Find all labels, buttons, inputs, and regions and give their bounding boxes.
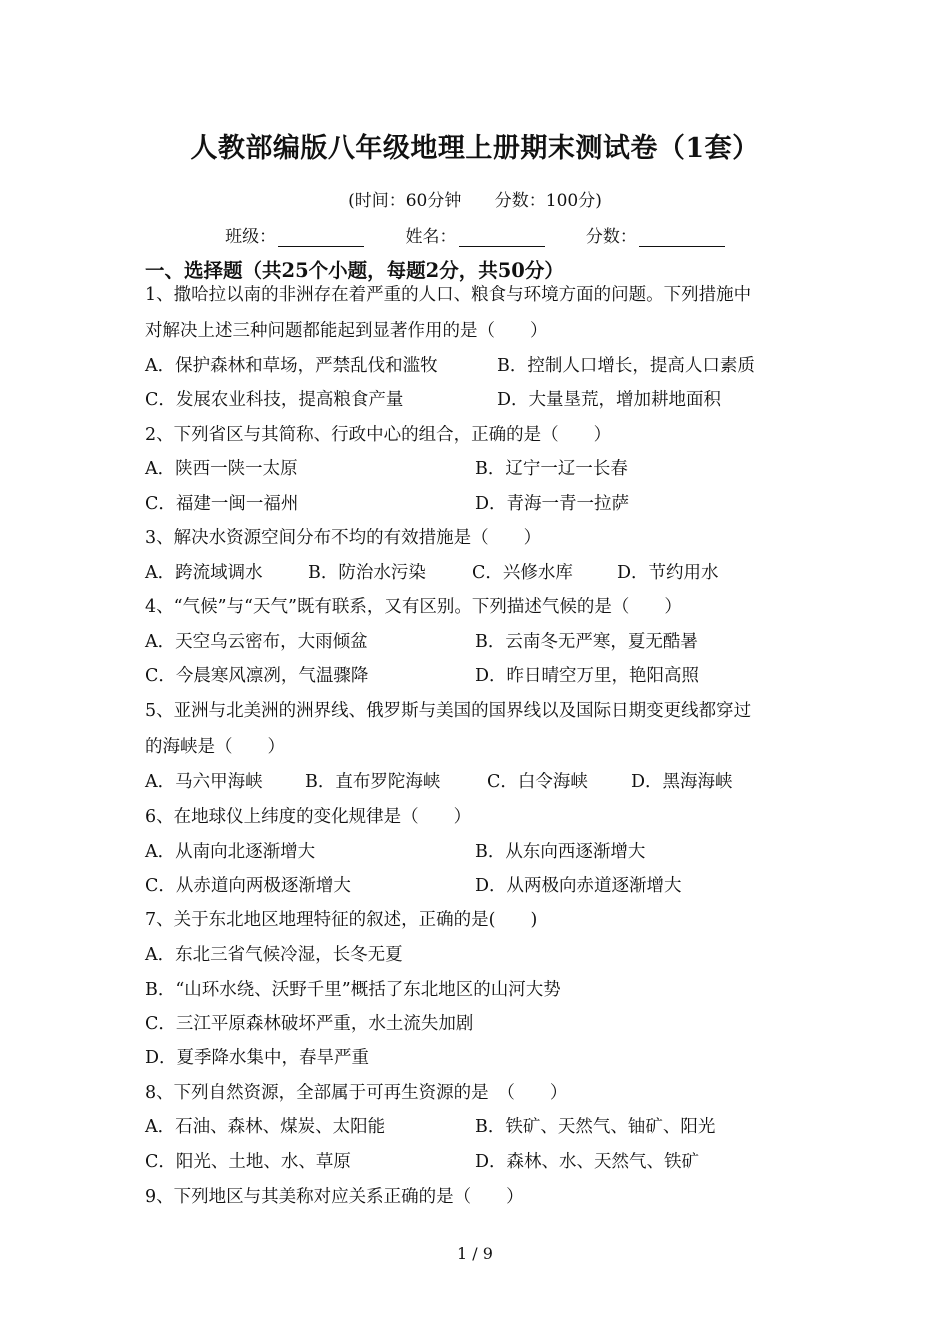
option: B．从东向西逐渐增大 bbox=[475, 842, 646, 862]
exam-time: (时间：60分钟 bbox=[348, 191, 462, 211]
question-stem: 7、关于东北地区地理特征的叙述，正确的是( ) bbox=[145, 910, 538, 930]
section-heading: 一、选择题（共25个小题，每题2分，共50分） bbox=[145, 259, 564, 282]
option: B．“山环水绕、沃野千里”概括了东北地区的山河大势 bbox=[145, 980, 561, 1000]
option: A．跨流域调水 bbox=[145, 563, 263, 583]
option: C．发展农业科技，提高粮食产量 bbox=[145, 390, 404, 410]
name-field bbox=[406, 222, 545, 247]
exam-info bbox=[0, 186, 950, 211]
question-stem: 2、下列省区与其简称、行政中心的组合，正确的是（ ） bbox=[145, 425, 612, 445]
question-stem: 8、下列自然资源，全部属于可再生资源的是 （ ） bbox=[145, 1083, 568, 1103]
question-stem: 4、“气候”与“天气”既有联系，又有区别。下列描述气候的是（ ） bbox=[145, 597, 682, 617]
option: B．控制人口增长，提高人口素质 bbox=[497, 356, 755, 376]
exam-total-score: 分数：100分) bbox=[494, 191, 602, 211]
option: B．云南冬无严寒，夏无酷暑 bbox=[475, 632, 698, 652]
option: C．今晨寒风凛冽，气温骤降 bbox=[145, 666, 369, 686]
option: C．从赤道向两极逐渐增大 bbox=[145, 876, 351, 896]
option: C．福建一闽一福州 bbox=[145, 494, 299, 514]
option: D．黑海海峡 bbox=[631, 772, 733, 792]
student-info-fields bbox=[0, 222, 950, 247]
question-stem: 1、撒哈拉以南的非洲存在着严重的人口、粮食与环境方面的问题。下列措施中 bbox=[145, 285, 752, 305]
page-title: 人教部编版八年级地理上册期末测试卷（1套） bbox=[190, 133, 760, 164]
option: D．节约用水 bbox=[617, 563, 719, 583]
option: A．保护森林和草场，严禁乱伐和滥牧 bbox=[145, 356, 438, 376]
option: C．兴修水库 bbox=[472, 563, 573, 583]
option: D．大量垦荒，增加耕地面积 bbox=[497, 390, 722, 410]
score-blank[interactable] bbox=[639, 228, 725, 247]
class-label: 班级： bbox=[225, 227, 277, 247]
question-stem: 的海峡是（ ） bbox=[145, 737, 285, 757]
option: A．马六甲海峡 bbox=[145, 772, 263, 792]
option: D．从两极向赤道逐渐增大 bbox=[475, 876, 682, 896]
option: D．青海一青一拉萨 bbox=[475, 494, 630, 514]
class-blank[interactable] bbox=[278, 228, 364, 247]
option: B．防治水污染 bbox=[308, 563, 426, 583]
name-label: 姓名： bbox=[405, 227, 457, 247]
option: C．三江平原森林破坏严重，水土流失加剧 bbox=[145, 1014, 474, 1034]
option: D．夏季降水集中，春旱严重 bbox=[145, 1048, 370, 1068]
question-stem: 5、亚洲与北美洲的洲界线、俄罗斯与美国的国界线以及国际日期变更线都穿过 bbox=[145, 701, 752, 721]
option: D．昨日晴空万里，艳阳高照 bbox=[475, 666, 700, 686]
option: D．森林、水、天然气、铁矿 bbox=[475, 1152, 700, 1172]
score-label: 分数： bbox=[585, 227, 637, 247]
option: A．石油、森林、煤炭、太阳能 bbox=[145, 1117, 386, 1137]
class-field bbox=[225, 222, 364, 247]
option: A．东北三省气候冷湿，长冬无夏 bbox=[145, 945, 403, 965]
option: B．铁矿、天然气、铀矿、阳光 bbox=[475, 1117, 716, 1137]
option: A．天空乌云密布，大雨倾盆 bbox=[145, 632, 368, 652]
name-blank[interactable] bbox=[459, 228, 545, 247]
question-stem: 6、在地球仪上纬度的变化规律是（ ） bbox=[145, 807, 472, 827]
question-stem: 9、下列地区与其美称对应关系正确的是（ ） bbox=[145, 1187, 524, 1207]
option: B．辽宁一辽一长春 bbox=[475, 459, 628, 479]
option: A．从南向北逐渐增大 bbox=[145, 842, 316, 862]
question-stem: 3、解决水资源空间分布不均的有效措施是（ ） bbox=[145, 528, 542, 548]
option: B．直布罗陀海峡 bbox=[305, 772, 441, 792]
option: C．阳光、土地、水、草原 bbox=[145, 1152, 351, 1172]
option: A．陕西一陕一太原 bbox=[145, 459, 298, 479]
score-field bbox=[586, 222, 725, 247]
page-number: 1 / 9 bbox=[457, 1244, 493, 1263]
option: C．白令海峡 bbox=[487, 772, 588, 792]
question-stem: 对解决上述三种问题都能起到显著作用的是（ ） bbox=[145, 321, 548, 341]
